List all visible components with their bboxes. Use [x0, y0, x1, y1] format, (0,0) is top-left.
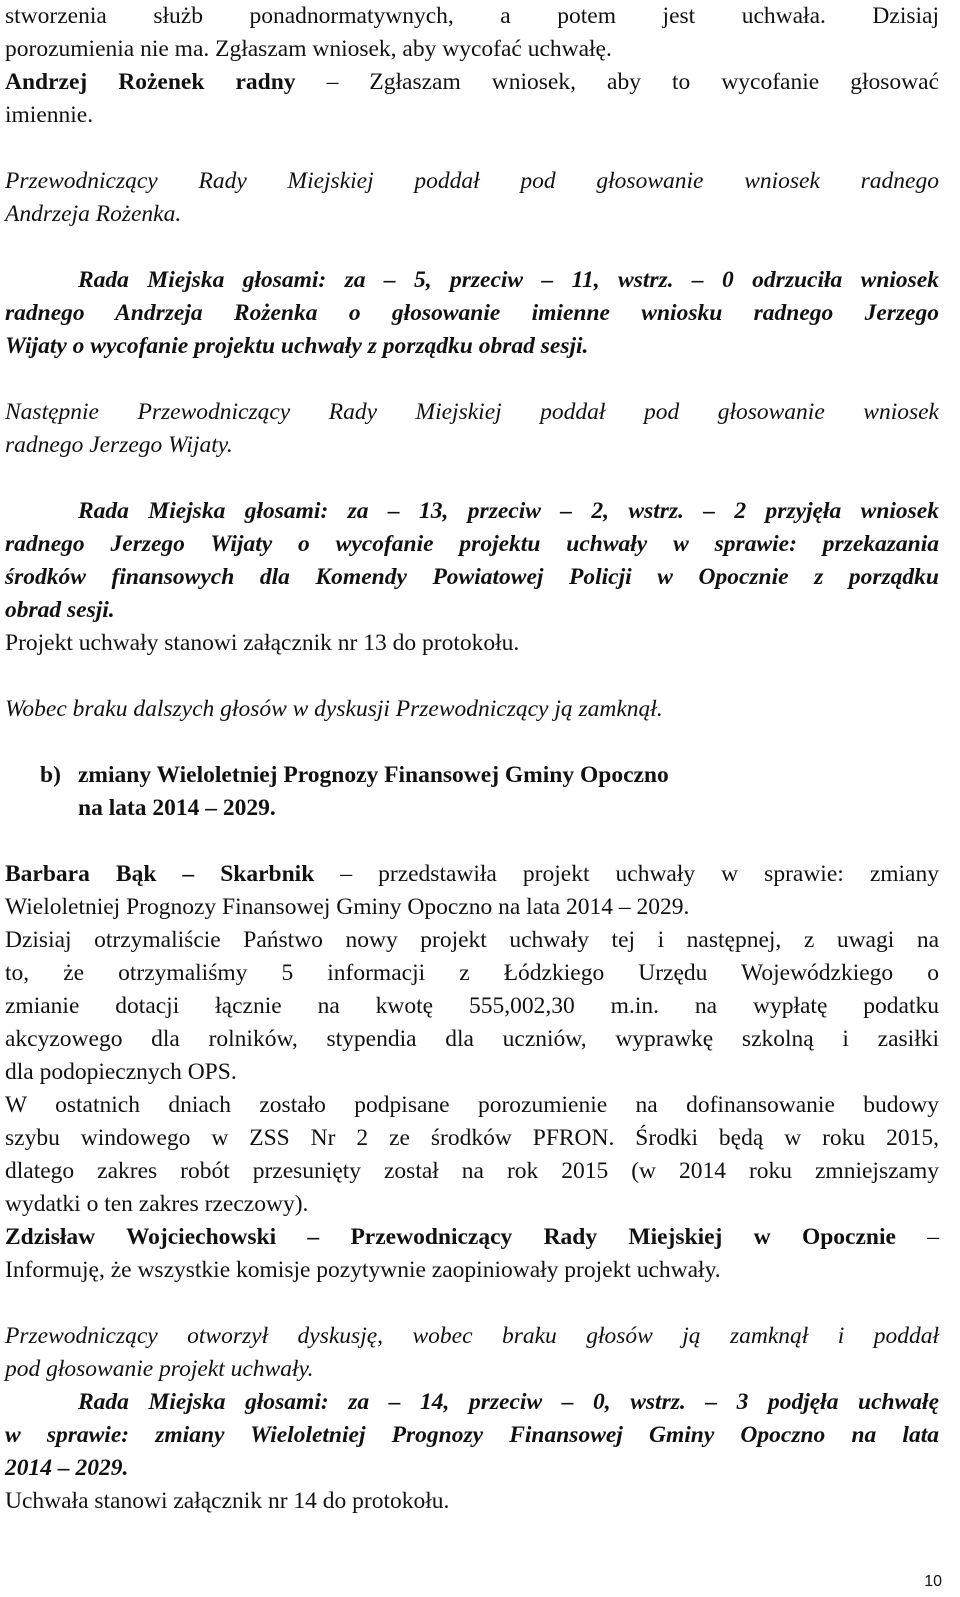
- procedural-note: radnego Jerzego Wijaty.: [5, 432, 233, 458]
- paragraph-line: dlatego zakres robót przesunięty został na rok 2015 (w 2014 roku zmniejszamy: [5, 1158, 939, 1184]
- vote-result: w sprawie: zmiany Wieloletniej Prognozy Finansowej Gminy Opoczno na lata: [5, 1422, 939, 1448]
- statement-text: –: [895, 1224, 940, 1250]
- page-number: 10: [924, 1573, 942, 1590]
- paragraph-line: Informuję, że wszystkie komisje pozytywnie zaopiniowały projekt uchwały.: [5, 1257, 721, 1283]
- paragraph-line: imiennie.: [5, 102, 94, 128]
- paragraph-line: szybu windowego w ZSS Nr 2 ze środków PFRON. Środki będą w roku 2015,: [5, 1125, 939, 1151]
- speaker-name: Zdzisław Wojciechowski – Przewodniczący Rady Miejskiej w Opocznie: [5, 1224, 896, 1250]
- paragraph-line: W ostatnich dniach zostało podpisane porozumienie na dofinansowanie budowy: [5, 1092, 939, 1118]
- vote-result: środków finansowych dla Komendy Powiatowej Policji w Opocznie z porządku: [5, 564, 939, 590]
- section-letter: b): [40, 762, 61, 788]
- section-heading: [5, 759, 939, 825]
- vote-result: radnego Andrzeja Rożenka o głosowanie imienne wniosku radnego Jerzego: [5, 300, 939, 326]
- vote-result: 2014 – 2029.: [5, 1455, 129, 1481]
- statement-text: – Zgłaszam wniosek, aby to wycofanie głosować: [295, 69, 939, 95]
- vote-result: Rada Miejska głosami: za – 13, przeciw – 2, wstrz. – 2 przyjęła wniosek: [78, 498, 939, 524]
- vote-result: radnego Jerzego Wijaty o wycofanie projektu uchwały w sprawie: przekazania: [5, 531, 939, 557]
- speaker-statement: [5, 858, 939, 891]
- paragraph-line: porozumienia nie ma. Zgłaszam wniosek, aby wycofać uchwałę.: [5, 36, 612, 62]
- vote-result: Wijaty o wycofanie projektu uchwały z porządku obrad sesji.: [5, 333, 589, 359]
- vote-result: Rada Miejska głosami: za – 5, przeciw – 11, wstrz. – 0 odrzuciła wniosek: [78, 267, 939, 293]
- statement-text: – przedstawiła projekt uchwały w sprawie: zmiany: [314, 861, 939, 887]
- attachment-note: Uchwała stanowi załącznik nr 14 do protokołu.: [5, 1488, 450, 1514]
- paragraph-line: Wieloletniej Prognozy Finansowej Gminy Opoczno na lata 2014 – 2029.: [5, 894, 690, 920]
- procedural-note: Andrzeja Rożenka.: [5, 201, 182, 227]
- speaker-name: Barbara Bąk – Skarbnik: [5, 861, 315, 887]
- procedural-note: Wobec braku dalszych głosów w dyskusji Przewodniczący ją zamknął.: [5, 696, 663, 722]
- paragraph-line: wydatki o ten zakres rzeczowy).: [5, 1191, 309, 1217]
- paragraph-line: akcyzowego dla rolników, stypendia dla uczniów, wyprawkę szkolną i zasiłki: [5, 1026, 939, 1052]
- procedural-note: pod głosowanie projekt uchwały.: [5, 1356, 314, 1382]
- vote-result: Rada Miejska głosami: za – 14, przeciw – 0, wstrz. – 3 podjęła uchwałę: [78, 1389, 939, 1415]
- paragraph-line: zmianie dotacji łącznie na kwotę 555,002,30 m.in. na wypłatę podatku: [5, 993, 939, 1019]
- speaker-statement: [5, 1221, 939, 1254]
- procedural-note: Przewodniczący otworzył dyskusję, wobec braku głosów ją zamknął i poddał: [5, 1323, 939, 1349]
- paragraph-line: dla podopiecznych OPS.: [5, 1059, 237, 1085]
- procedural-note: Następnie Przewodniczący Rady Miejskiej poddał pod głosowanie wniosek: [5, 399, 939, 425]
- paragraph-line: stworzenia służb ponadnormatywnych, a potem jest uchwała. Dzisiaj: [5, 3, 939, 29]
- section-title: na lata 2014 – 2029.: [78, 795, 276, 821]
- speaker-name: Andrzej Rożenek radny: [5, 69, 296, 95]
- paragraph-line: Dzisiaj otrzymaliście Państwo nowy projekt uchwały tej i następnej, z uwagi na: [5, 927, 939, 953]
- section-title: zmiany Wieloletniej Prognozy Finansowej Gminy Opoczno: [78, 762, 669, 788]
- paragraph-line: to, że otrzymaliśmy 5 informacji z Łódzkiego Urzędu Wojewódzkiego o: [5, 960, 939, 986]
- attachment-note: Projekt uchwały stanowi załącznik nr 13 do protokołu.: [5, 630, 520, 656]
- procedural-note: Przewodniczący Rady Miejskiej poddał pod głosowanie wniosek radnego: [5, 168, 939, 194]
- vote-result: obrad sesji.: [5, 597, 115, 623]
- speaker-statement: [5, 66, 939, 99]
- document-page: [5, 0, 939, 1518]
